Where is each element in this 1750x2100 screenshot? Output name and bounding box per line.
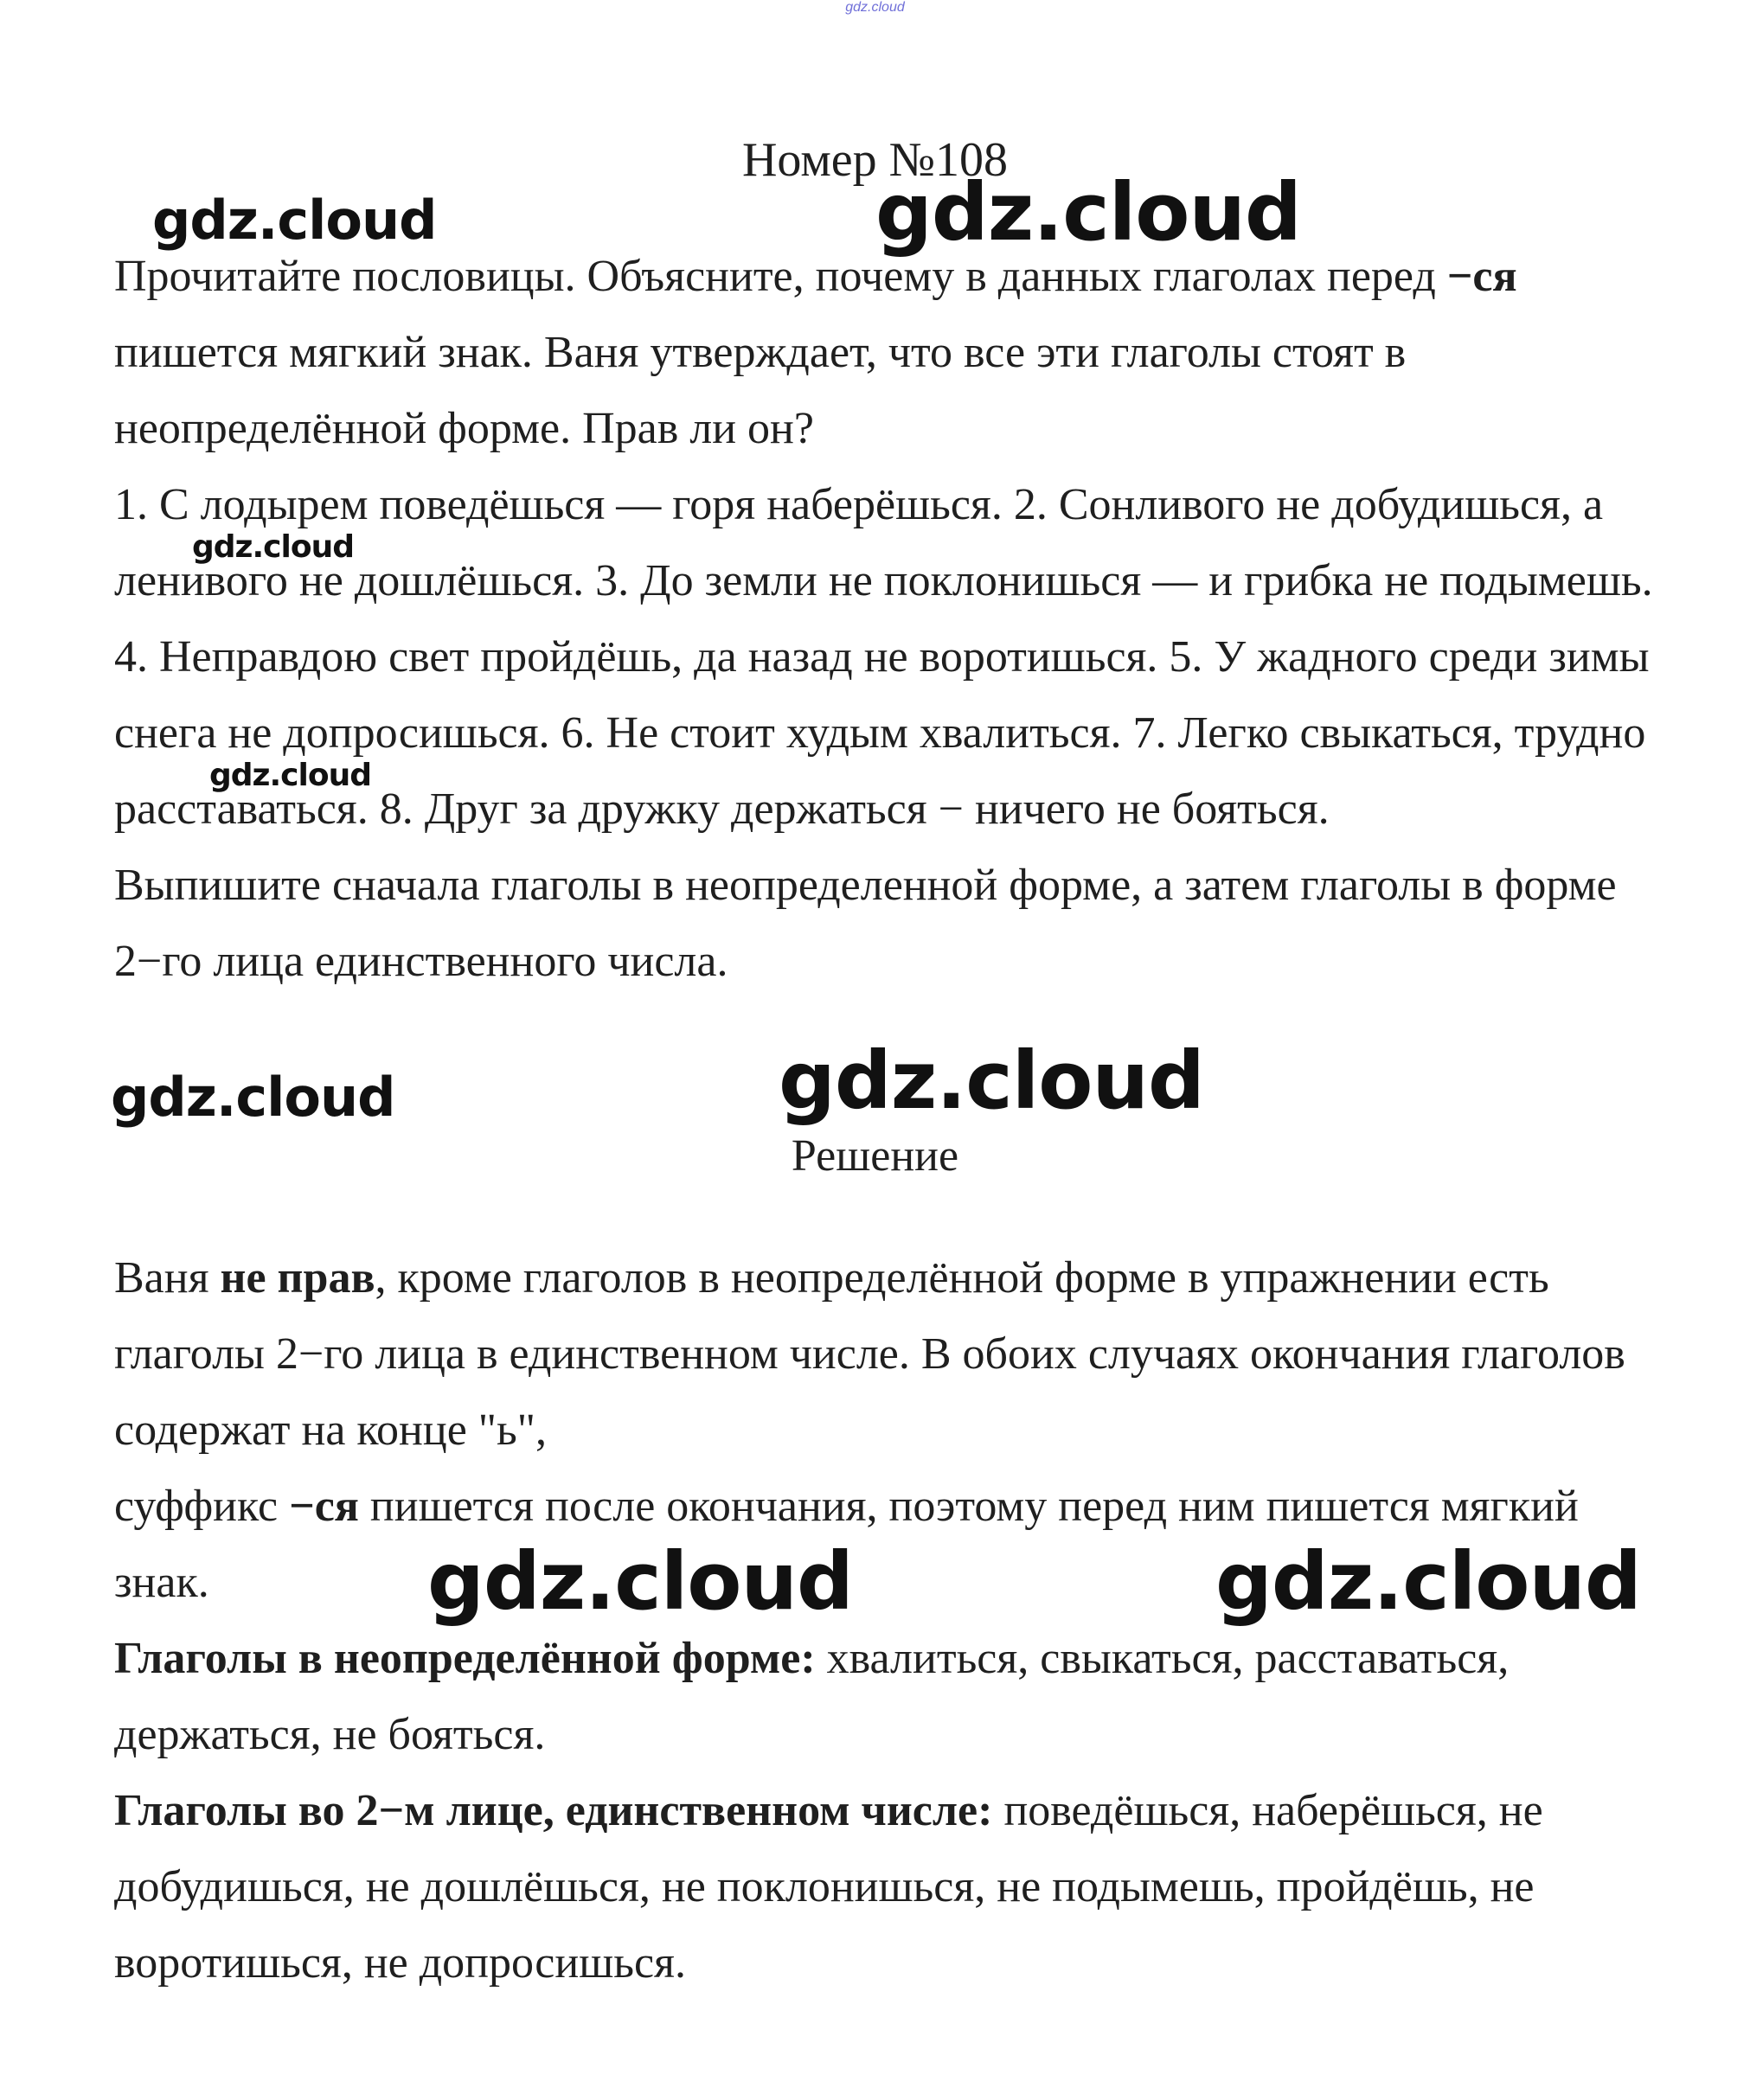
second-person-list: Глаголы во 2−м лице, единственном числе: поведёшься, наберёшься, не добудишься, не дошлёшься, не поклонишься, не подымешь, пройдёшь, не воротишься, не допросишься. <box>114 1786 1543 1988</box>
infinitive-label: Глаголы в неопределённой форме: <box>114 1634 816 1683</box>
solution-paragraph-1: Ваня не прав, кроме глаголов в неопределённой форме в упражнении есть глаголы 2−го лица в единственном числе. В обоих случаях окончания глаголов содержат на конце "ь", <box>114 1253 1625 1455</box>
proverbs: 1. С лодырем поведёшься — горя наберёшься. 2. Сонливого не добудишься, а ленивого не дошлёшься. 3. До земли не поклонишься — и грибка не подымешь. 4. Неправдою свет пройдёшь, да назад не воротишься. 5. У жадного среди зимы снега не допросишься. 6. Не стоит худым хвалиться. 7. Легко свыкаться, трудно расставаться. 8. Друг за дружку держаться − ничего не бояться. <box>114 480 1653 834</box>
watermark: gdz.cloud <box>427 1535 853 1628</box>
infinitive-list: Глаголы в неопределённой форме: хвалиться, свыкаться, расставаться, держаться, не бояться. <box>114 1634 1510 1759</box>
watermark: gdz.cloud <box>779 1034 1204 1127</box>
task-text <box>114 239 1654 1000</box>
solution-heading: Решение <box>791 1131 959 1181</box>
watermark: gdz.cloud <box>209 758 371 793</box>
watermark: gdz.cloud <box>192 529 354 565</box>
second-person-label: Глаголы во 2−м лице, единственном числе: <box>114 1786 993 1835</box>
watermark: gdz.cloud <box>152 189 437 252</box>
task-instruction: Прочитайте пословицы. Объясните, почему в данных глаголах перед −ся пишется мягкий знак. Ваня утверждает, что все эти глаголы стоят в неопределённой форме. Прав ли он? <box>114 252 1517 453</box>
task-assignment: Выпишите сначала глаголы в неопределенной форме, а затем глаголы в форме 2−го лица единственного числа. <box>114 861 1617 986</box>
suffix-bold: −ся <box>1446 252 1517 301</box>
watermark: gdz.cloud <box>111 1066 395 1129</box>
page-title: Номер №108 <box>741 133 1009 187</box>
answer-bold: не прав <box>220 1253 375 1303</box>
top-watermark: gdz.cloud <box>845 0 905 15</box>
watermark: gdz.cloud <box>1215 1535 1641 1628</box>
solution-paragraph-2: суффикс −ся пишется после окончания, поэтому перед ним пишется мягкий знак. <box>114 1482 1579 1607</box>
watermark: gdz.cloud <box>875 166 1301 259</box>
suffix-bold: −ся <box>289 1482 359 1531</box>
